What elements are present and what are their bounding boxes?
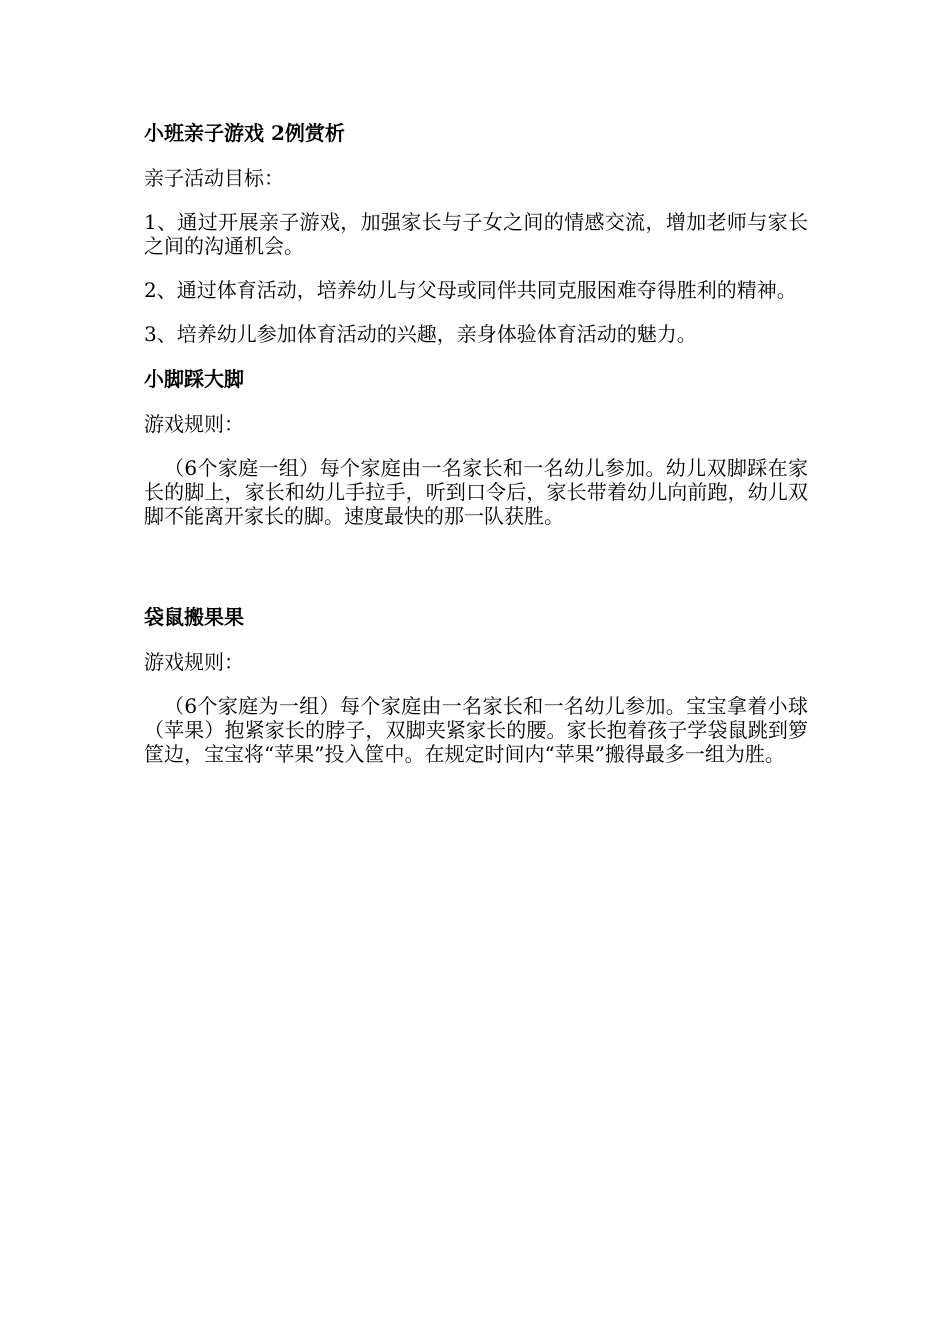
game-2-rules-text: （6个家庭为一组）每个家庭由一名家长和一名幼儿参加。宝宝拿着小球（苹果）抱紧家长的脖子，双脚夹紧家长的腰。家长抱着孩子学袋鼠跳到箩筐边，宝宝将“苹果”投入筐中。在规定时间内“苹果”搬得最多一组为胜。 [144, 694, 808, 766]
goal-item-3: 3、培养幼儿参加体育活动的兴趣，亲身体验体育活动的魅力。 [144, 322, 697, 346]
game-1-rules-label: 游戏规则： [144, 412, 244, 436]
game-1-title: 小脚踩大脚 [144, 367, 244, 391]
game-2-title: 袋鼠搬果果 [144, 605, 244, 629]
game-1-rules-text: （6个家庭一组）每个家庭由一名家长和一名幼儿参加。幼儿双脚踩在家长的脚上，家长和幼儿手拉手，听到口令后，家长带着幼儿向前跑，幼儿双脚不能离开家长的脚。速度最快的那一队获胜。 [144, 456, 808, 528]
document-body [144, 120, 808, 786]
goal-item-2: 2、通过体育活动，培养幼儿与父母或同伴共同克服困难夺得胜利的精神。 [144, 278, 797, 302]
goals-label: 亲子活动目标： [144, 166, 284, 190]
game-2-rules-label: 游戏规则： [144, 650, 244, 674]
section-spacer [144, 548, 808, 604]
goal-item-1: 1、通过开展亲子游戏，加强家长与子女之间的情感交流，增加老师与家长之间的沟通机会。 [144, 210, 808, 258]
document-title: 小班亲子游戏 2例赏析 [144, 121, 345, 145]
